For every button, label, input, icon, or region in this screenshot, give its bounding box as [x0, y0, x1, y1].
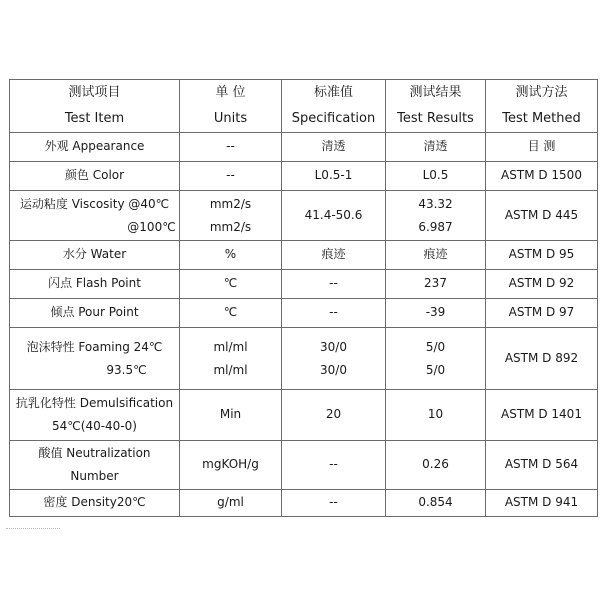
- neutralization-item: [10, 441, 180, 490]
- header-item: [10, 80, 180, 133]
- neutralization-item-number: Number: [70, 469, 119, 483]
- flash-result: 237: [386, 270, 486, 299]
- scan-artifact-line: [6, 528, 60, 535]
- demulsification-method: ASTM D 1401: [486, 390, 598, 441]
- viscosity-item-40: 运动粘度 Viscosity @40℃: [19, 196, 170, 211]
- viscosity-item-100: @100℃: [127, 219, 176, 234]
- color-unit: --: [180, 162, 282, 191]
- foaming-unit: [180, 328, 282, 390]
- neutralization-item-name: 酸值 Neutralization: [38, 446, 151, 460]
- table-row-pour-point: [10, 299, 598, 328]
- table-row-appearance: [10, 133, 598, 162]
- table-row-neutralization: [10, 441, 598, 490]
- water-spec: 痕迹: [282, 241, 386, 270]
- header-results-cn: 测试结果: [409, 85, 462, 100]
- viscosity-result-40: 43.32: [418, 196, 453, 211]
- foaming-item: [10, 328, 180, 390]
- spec-sheet: [9, 79, 597, 523]
- header-spec: [282, 80, 386, 133]
- foaming-spec-24: 30/0: [320, 339, 347, 354]
- header-method-en: Test Methed: [502, 111, 581, 126]
- foaming-unit-93: ml/ml: [213, 362, 248, 377]
- header-method-cn: 测试方法: [515, 85, 568, 100]
- density-item: 密度 Density20℃: [10, 490, 180, 517]
- demulsification-spec: 20: [282, 390, 386, 441]
- header-row: [10, 80, 598, 133]
- demulsification-unit: Min: [180, 390, 282, 441]
- flash-spec: --: [282, 270, 386, 299]
- appearance-unit: --: [180, 133, 282, 162]
- pour-spec: --: [282, 299, 386, 328]
- spec-table: [9, 79, 598, 517]
- table-row-flash-point: [10, 270, 598, 299]
- foaming-method: ASTM D 892: [486, 328, 598, 390]
- viscosity-method: ASTM D 445: [486, 191, 598, 241]
- density-spec: --: [282, 490, 386, 517]
- foaming-result-24: 5/0: [425, 339, 446, 354]
- viscosity-spec: 41.4-50.6: [282, 191, 386, 241]
- flash-unit: ℃: [180, 270, 282, 299]
- color-method: ASTM D 1500: [486, 162, 598, 191]
- table-row-foaming: [10, 328, 598, 390]
- foaming-result: [386, 328, 486, 390]
- flash-method: ASTM D 92: [486, 270, 598, 299]
- demulsification-item: [10, 390, 180, 441]
- color-spec: L0.5-1: [282, 162, 386, 191]
- water-method: ASTM D 95: [486, 241, 598, 270]
- foaming-item-24: 泡沫特性 Foaming 24℃: [26, 339, 163, 354]
- pour-item: 倾点 Pour Point: [10, 299, 180, 328]
- water-unit: %: [180, 241, 282, 270]
- header-units: [180, 80, 282, 133]
- table-row-water: [10, 241, 598, 270]
- neutralization-spec: --: [282, 441, 386, 490]
- water-result: 痕迹: [386, 241, 486, 270]
- color-item: 颜色 Color: [10, 162, 180, 191]
- viscosity-item: [10, 191, 180, 241]
- header-spec-en: Specification: [291, 111, 376, 126]
- header-units-en: Units: [213, 111, 248, 126]
- demulsification-item-cond: 54℃(40-40-0): [52, 419, 137, 433]
- neutralization-unit: mgKOH/g: [180, 441, 282, 490]
- table-row-color: [10, 162, 598, 191]
- header-results-en: Test Results: [397, 111, 474, 126]
- appearance-item: 外观 Appearance: [10, 133, 180, 162]
- header-results: [386, 80, 486, 133]
- pour-unit: ℃: [180, 299, 282, 328]
- header-units-cn: 单 位: [215, 85, 246, 100]
- flash-item: 闪点 Flash Point: [10, 270, 180, 299]
- neutralization-result: 0.26: [386, 441, 486, 490]
- demulsification-item-name: 抗乳化特性 Demulsification: [15, 396, 174, 410]
- foaming-unit-24: ml/ml: [213, 339, 248, 354]
- foaming-spec: [282, 328, 386, 390]
- neutralization-method: ASTM D 564: [486, 441, 598, 490]
- header-method: [486, 80, 598, 133]
- color-result: L0.5: [386, 162, 486, 191]
- pour-method: ASTM D 97: [486, 299, 598, 328]
- header-spec-cn: 标准值: [313, 85, 353, 100]
- table-row-viscosity: [10, 191, 598, 241]
- viscosity-unit-40: mm2/s: [209, 196, 252, 211]
- pour-result: -39: [386, 299, 486, 328]
- appearance-method: 目 测: [486, 133, 598, 162]
- density-unit: g/ml: [180, 490, 282, 517]
- foaming-item-93: 93.5℃: [106, 362, 147, 377]
- viscosity-unit: [180, 191, 282, 241]
- viscosity-result: [386, 191, 486, 241]
- viscosity-unit-100: mm2/s: [209, 219, 252, 234]
- foaming-result-93: 5/0: [425, 362, 446, 377]
- demulsification-result: 10: [386, 390, 486, 441]
- header-item-cn: 测试项目: [68, 85, 121, 100]
- foaming-spec-93: 30/0: [320, 362, 347, 377]
- density-method: ASTM D 941: [486, 490, 598, 517]
- water-item: 水分 Water: [10, 241, 180, 270]
- table-row-demulsification: [10, 390, 598, 441]
- header-item-en: Test Item: [64, 111, 125, 126]
- appearance-spec: 清透: [282, 133, 386, 162]
- density-result: 0.854: [386, 490, 486, 517]
- appearance-result: 清透: [386, 133, 486, 162]
- table-row-density: [10, 490, 598, 517]
- viscosity-result-100: 6.987: [418, 219, 453, 234]
